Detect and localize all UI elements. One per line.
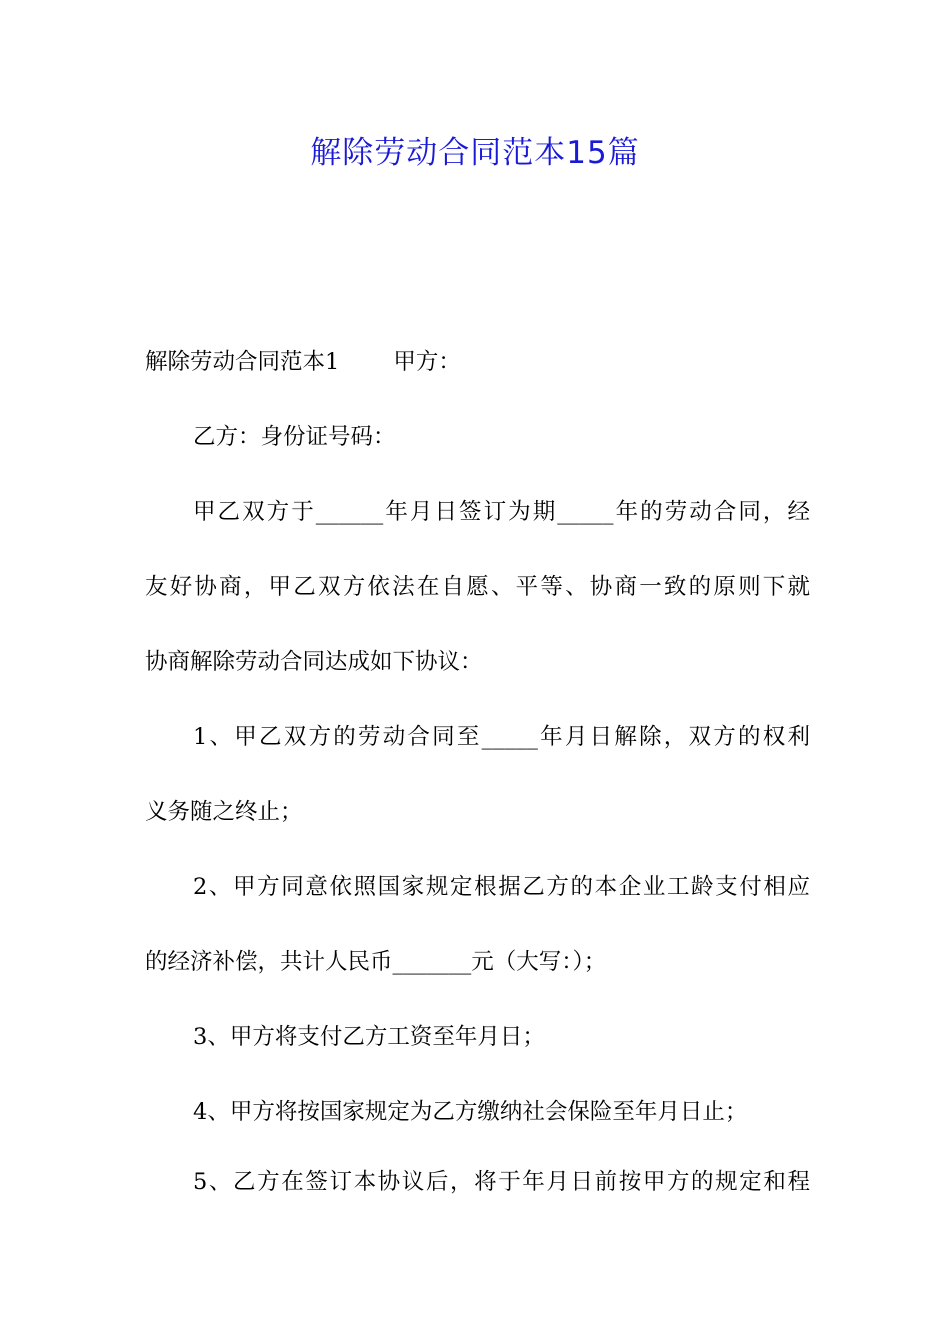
section-heading-label: 解除劳动合同范本1 [145,349,340,375]
paragraph-line: 2、甲方同意依照国家规定根据乙方的本企业工龄支付相应 [193,874,810,900]
party-a-label: 甲方： [393,349,461,375]
paragraph-line: 的经济补偿，共计人民币_______元（大写：）； [145,949,607,975]
paragraph-line: 3、甲方将支付乙方工资至年月日； [193,1024,545,1050]
paragraph-line: 乙方：身份证号码： [193,424,396,450]
section-heading [145,344,810,380]
paragraph-line: 甲乙双方于______年月日签订为期_____年的劳动合同，经 [193,499,810,525]
paragraph-line: 4、甲方将按国家规定为乙方缴纳社会保险至年月日止； [193,1099,748,1125]
paragraph-line: 义务随之终止； [145,799,303,825]
document-title: 解除劳动合同范本15篇 [310,135,640,171]
paragraph-line: 协商解除劳动合同达成如下协议： [145,649,483,675]
paragraph-line: 1、甲乙双方的劳动合同至_____年月日解除，双方的权利 [193,724,810,750]
paragraph-line: 友好协商，甲乙双方依法在自愿、平等、协商一致的原则下就 [145,574,810,600]
paragraph-line: 5、乙方在签订本协议后，将于年月日前按甲方的规定和程 [193,1169,810,1195]
